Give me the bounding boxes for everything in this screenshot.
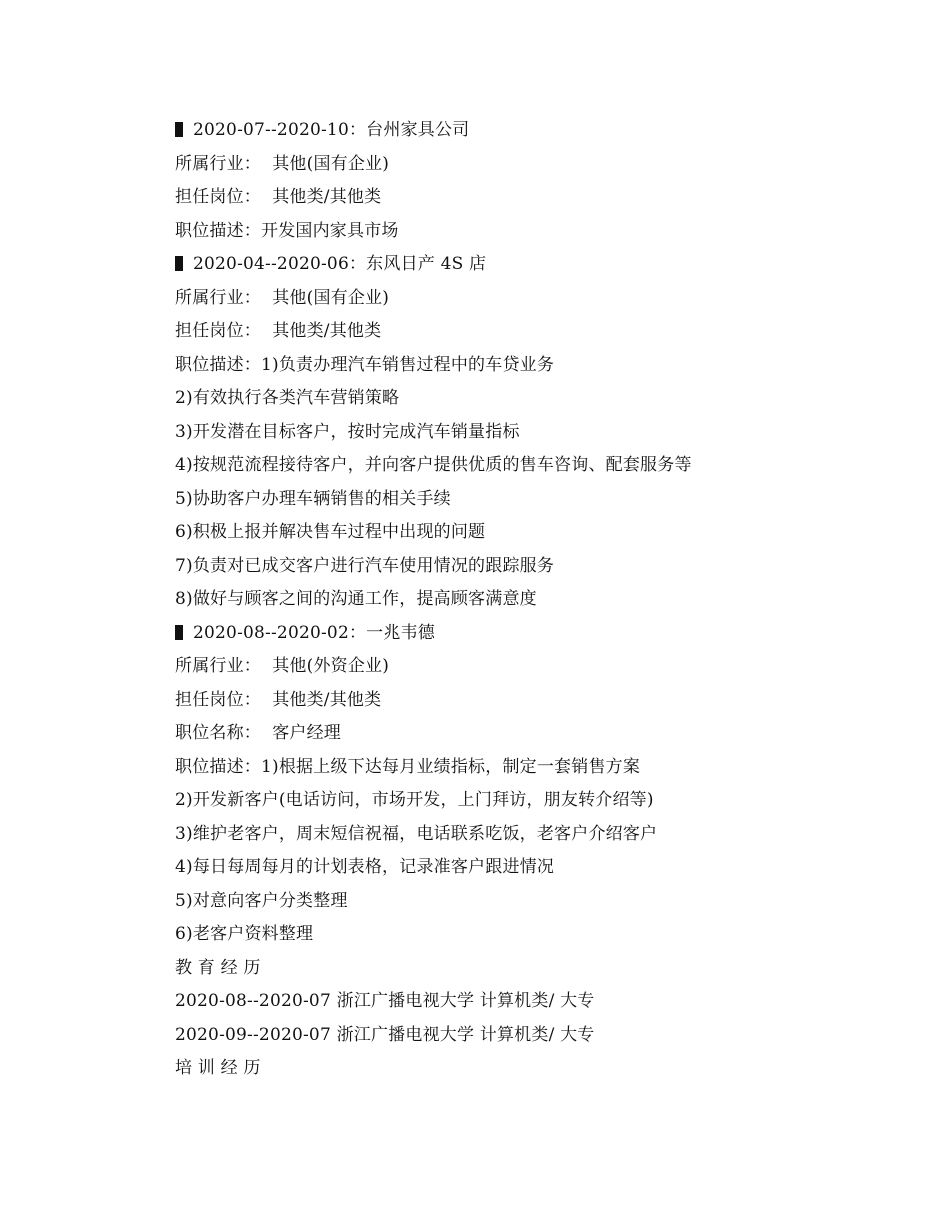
job-duty-item: 3)维护老客户，周末短信祝福，电话联系吃饭，老客户介绍客户 (175, 823, 658, 844)
job-industry: 所属行业： 其他(国有企业) (175, 287, 390, 308)
job-duty-item: 4)每日每周每月的计划表格，记录准客户跟进情况 (175, 857, 555, 877)
job-position: 担任岗位： 其他类/其他类 (175, 321, 382, 341)
bullet-marker-icon (175, 256, 183, 271)
job-duty-item: 6)老客户资料整理 (175, 924, 314, 944)
job-position: 担任岗位： 其他类/其他类 (175, 689, 382, 710)
job-duty-item: 2)有效执行各类汽车营销策略 (175, 388, 400, 408)
job-header (175, 114, 895, 148)
job-position: 担任岗位： 其他类/其他类 (175, 187, 382, 207)
education-entry: 2020-08--2020-07 浙江广播电视大学 计算机类/ 大专 (175, 991, 595, 1011)
job-duty-item: 2)开发新客户(电话访问，市场开发，上门拜访，朋友转介绍等) (175, 790, 654, 810)
resume-page (175, 114, 895, 1086)
job-duty-item: 8)做好与顾客之间的沟通工作，提高顾客满意度 (175, 589, 537, 609)
job-industry: 所属行业： 其他(国有企业) (175, 153, 390, 174)
job-duty-item: 4)按规范流程接待客户，并向客户提供优质的售车咨询、配套服务等 (175, 455, 692, 475)
job-industry: 所属行业： 其他(外资企业) (175, 656, 390, 676)
bullet-marker-icon (175, 122, 183, 137)
job-duty-item: 7)负责对已成交客户进行汽车使用情况的跟踪服务 (175, 555, 555, 576)
job-description: 职位描述：开发国内家具市场 (175, 220, 399, 241)
job-title: 职位名称： 客户经理 (175, 723, 342, 743)
job-header-text: 2020-07--2020-10：台州家具公司 (193, 120, 470, 140)
job-duty-item: 6)积极上报并解决售车过程中出现的问题 (175, 522, 486, 542)
job-duty-item: 3)开发潜在目标客户，按时完成汽车销量指标 (175, 421, 520, 442)
job-duty-item: 5)对意向客户分类整理 (175, 890, 348, 911)
education-entry: 2020-09--2020-07 浙江广播电视大学 计算机类/ 大专 (175, 1024, 595, 1045)
job-duty-item: 5)协助客户办理车辆销售的相关手续 (175, 488, 451, 509)
job-header-text: 2020-04--2020-06：东风日产 4S 店 (193, 254, 487, 274)
training-heading: 培 训 经 历 (175, 1058, 261, 1078)
bullet-marker-icon (175, 625, 183, 640)
job-description: 职位描述：1)根据上级下达每月业绩指标，制定一套销售方案 (175, 756, 641, 777)
job-description: 职位描述：1)负责办理汽车销售过程中的车贷业务 (175, 354, 555, 375)
job-header (175, 248, 895, 282)
job-header-text: 2020-08--2020-02：一兆韦德 (193, 622, 435, 643)
job-header (175, 617, 895, 651)
education-heading: 教 育 经 历 (175, 957, 261, 978)
